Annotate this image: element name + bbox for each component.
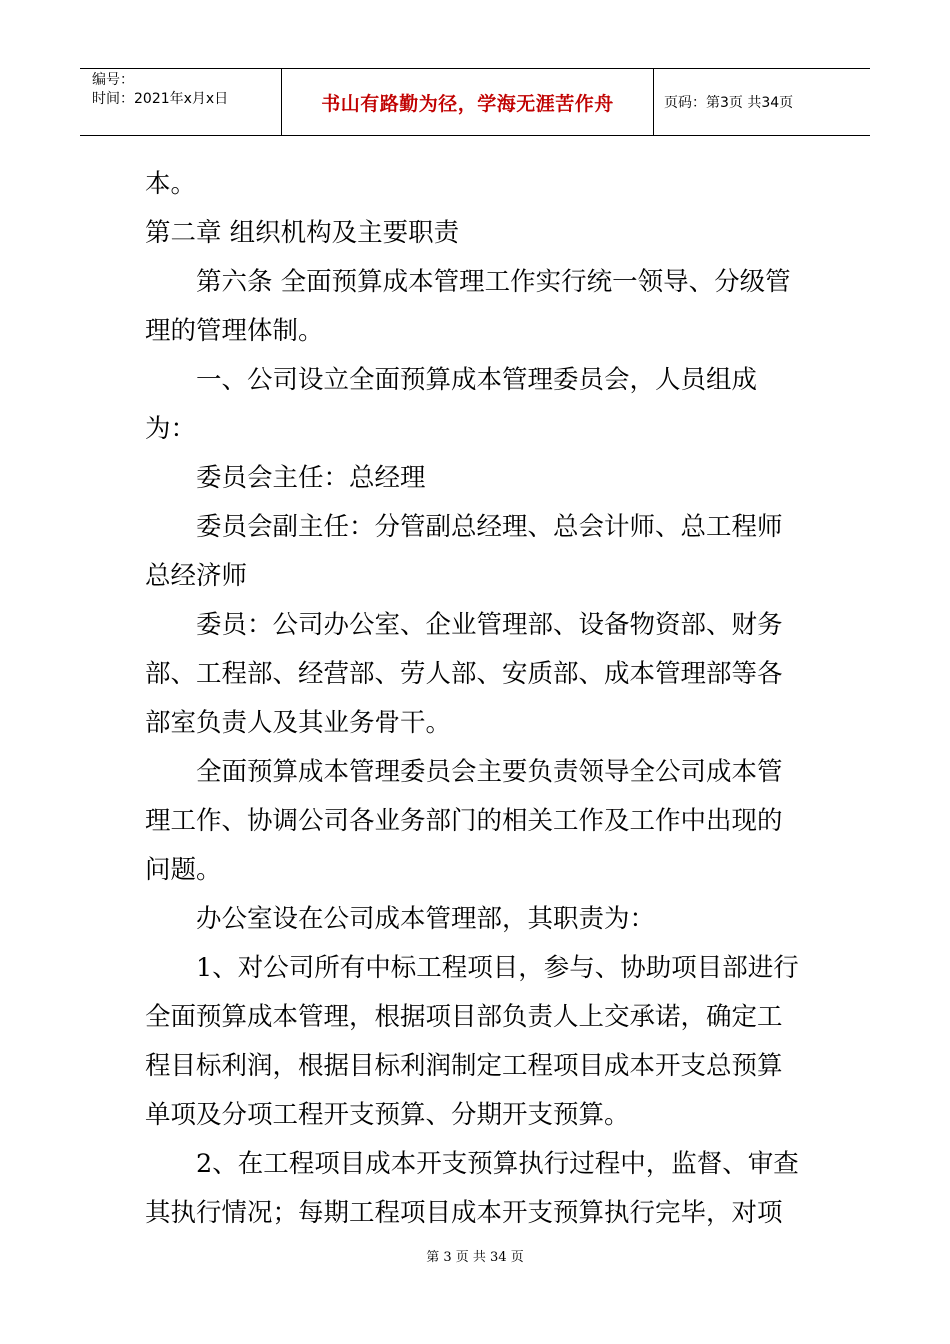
chapter-heading: 第二章 组织机构及主要职责 (145, 218, 460, 248)
document-time-label: 时间：2021年x月x日 (92, 91, 229, 107)
page-footer: 第 3 页 共 34 页 (426, 1250, 524, 1265)
header-motto: 书山有路勤为径，学海无涯苦作舟 (321, 92, 614, 115)
header-motto-cell (282, 69, 654, 135)
paragraph-duty-1: 1、对公司所有中标工程项目，参与、协助项目部进行全面预算成本管理，根据项目部负责人上交承诺，确定工程目标利润，根据目标利润制定工程项目成本开支总预算单项及分项工程开支预算、分期开支预算。 (145, 953, 799, 1130)
document-header (80, 68, 870, 136)
document-number-label: 编号： (92, 72, 134, 88)
document-body (145, 160, 807, 1238)
paragraph-committee-duties: 全面预算成本管理委员会主要负责领导全公司成本管理工作、协调公司各业务部门的相关工作及工作中出现的问题。 (145, 757, 783, 885)
paragraph-duty-2: 2、在工程项目成本开支预算执行过程中，监督、审查其执行情况；每期工程项目成本开支预算执行完毕，对项 (145, 1149, 799, 1228)
paragraph-committee-members: 委员：公司办公室、企业管理部、设备物资部、财务部、工程部、经营部、劳人部、安质部、成本管理部等各部室负责人及其业务骨干。 (145, 610, 783, 738)
paragraph-article-6: 第六条 全面预算成本管理工作实行统一领导、分级管理的管理体制。 (145, 267, 791, 346)
paragraph-continuation: 本。 (145, 169, 197, 199)
header-meta-cell (80, 69, 282, 135)
header-page-cell (654, 69, 870, 135)
paragraph-committee-intro: 一、公司设立全面预算成本管理委员会，人员组成为： (145, 365, 758, 444)
header-page-info: 页码：第3页 共34页 (664, 95, 794, 111)
paragraph-committee-director: 委员会主任：总经理 (196, 463, 426, 493)
paragraph-committee-deputy: 委员会副主任：分管副总经理、总会计师、总工程师总经济师 (145, 512, 783, 591)
paragraph-office-intro: 办公室设在公司成本管理部，其职责为： (196, 904, 656, 934)
